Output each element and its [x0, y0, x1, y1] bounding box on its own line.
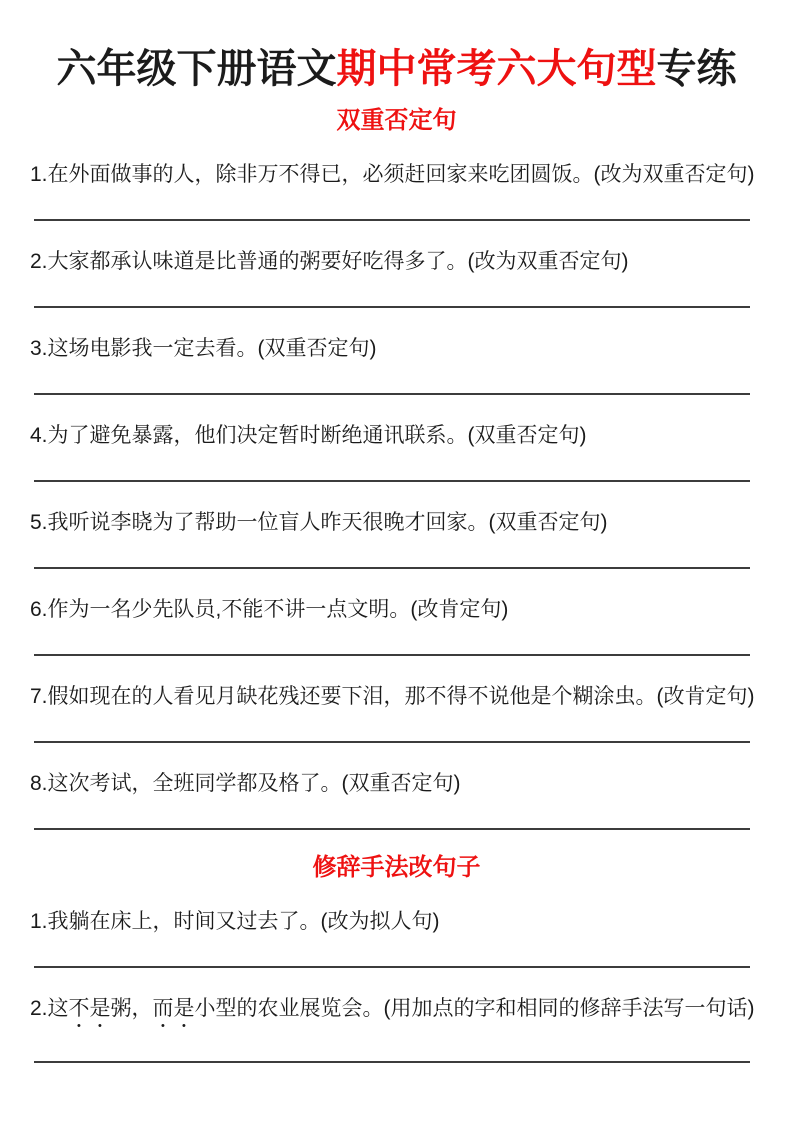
answer-line	[34, 966, 750, 968]
answer-line	[34, 741, 750, 743]
question-text-emphasized: 而是	[152, 997, 195, 1020]
question-text	[30, 994, 793, 1032]
question-text-emphasized: 不是	[68, 997, 111, 1020]
question-text: 7.假如现在的人看见月缺花残还要下泪，那不得不说他是个糊涂虫。(改肯定句)	[30, 685, 755, 708]
question-text: 5.我听说李晓为了帮助一位盲人昨天很晚才回家。(双重否定句)	[30, 511, 608, 534]
question-text: 3.这场电影我一定去看。(双重否定句)	[30, 337, 377, 360]
question-text: 6.作为一名少先队员,不能不讲一点文明。(改肯定句)	[30, 598, 509, 621]
answer-line	[34, 480, 750, 482]
question-text: 2.大家都承认味道是比普通的粥要好吃得多了。(改为双重否定句)	[30, 250, 629, 273]
title-text-highlight: 期中常考六大句型	[336, 47, 657, 91]
question-text-segment: 2.这	[30, 997, 69, 1020]
page-title	[30, 44, 793, 94]
section-heading: 双重否定句	[336, 107, 457, 134]
title-text-prefix: 六年级下册语文	[56, 47, 337, 91]
answer-line	[34, 828, 750, 830]
question-text: 8.这次考试，全班同学都及格了。(双重否定句)	[30, 772, 461, 795]
question-text: 4.为了避免暴露，他们决定暂时断绝通讯联系。(双重否定句)	[30, 424, 587, 447]
question-text: 1.在外面做事的人，除非万不得已，必须赶回家来吃团圆饭。(改为双重否定句)	[30, 163, 755, 186]
question-text-segment: 小型的农业展览会。(用加点的字和相同的修辞手法写一句话)	[194, 997, 755, 1020]
answer-line	[34, 393, 750, 395]
section-heading: 修辞手法改句子	[312, 854, 481, 881]
question-text: 1.我躺在床上，时间又过去了。(改为拟人句)	[30, 910, 440, 933]
answer-line	[34, 567, 750, 569]
answer-line	[34, 306, 750, 308]
answer-line	[34, 1061, 750, 1063]
title-text-suffix: 专练	[656, 47, 737, 91]
answer-line	[34, 219, 750, 221]
answer-line	[34, 654, 750, 656]
question-text-segment: 粥，	[110, 997, 153, 1020]
sections-container	[30, 107, 793, 1063]
